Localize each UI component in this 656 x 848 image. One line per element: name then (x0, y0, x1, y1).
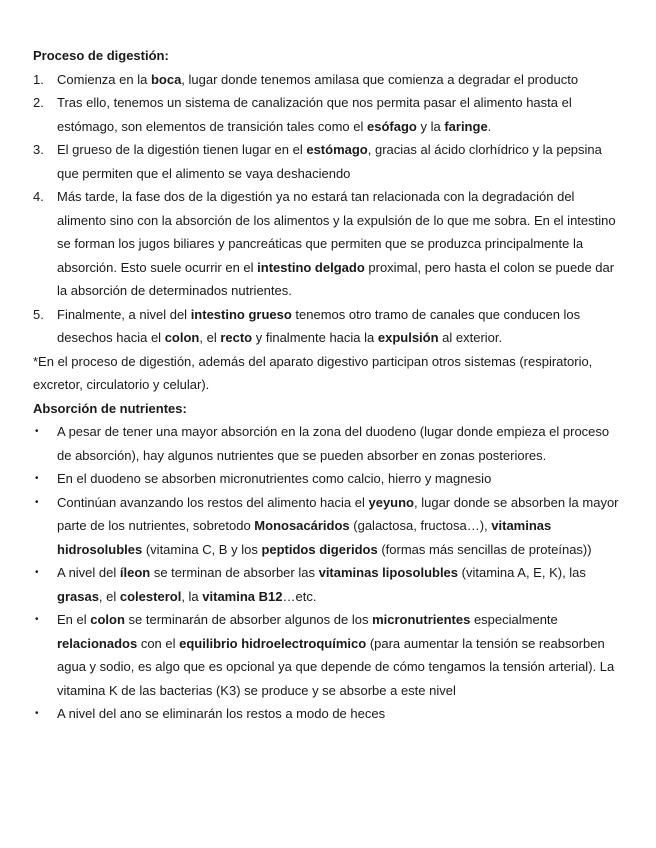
text-run: y la (416, 118, 445, 134)
text-run: al exterior. (438, 330, 503, 345)
list-item (33, 91, 623, 138)
list-number: 5. (33, 306, 44, 322)
list-item (33, 185, 623, 303)
text-run: . (487, 118, 492, 134)
list-item (33, 303, 623, 350)
text-run: , el (199, 330, 221, 345)
list-item (33, 608, 623, 702)
text-run: Tras ello, tenemos un sistema de canalización que nos permita pasar el alimento hasta el estómago, son elementos de transición tales como el (57, 95, 572, 134)
text-run: se terminarán de absorber algunos de los (124, 612, 373, 627)
bullet-marker: • (35, 708, 39, 719)
text-run: , el (98, 588, 120, 604)
text-run: proximal, pero hasta el colon se puede dar la absorción de determinados nutrientes. (57, 259, 615, 298)
list-item (33, 138, 623, 185)
text-run: El grueso de la digestión tienen lugar en el (57, 142, 307, 157)
text-run: (vitamina A, E, K), las (458, 565, 586, 580)
bold-term: intestino grueso (190, 306, 292, 322)
text-run: con el (137, 635, 180, 651)
bold-term: vitaminas hidrosolubles (57, 518, 552, 557)
bold-term: colon (90, 612, 125, 627)
bold-term: expulsión (377, 330, 439, 345)
bold-term: colon (164, 330, 200, 345)
bold-term: vitamina B12 (202, 588, 283, 604)
digestion-note: *En el proceso de digestión, además del aparato digestivo participan otros sistemas (respiratorio, excretor, circulatorio y celular). (33, 353, 593, 392)
section-heading-absorption: Absorción de nutrientes: (33, 400, 187, 416)
list-number: 1. (33, 71, 44, 87)
bold-term: intestino delgado (257, 259, 365, 275)
text-run: Finalmente, a nivel del (57, 306, 191, 322)
bullet-marker: • (35, 473, 39, 484)
bold-term: micronutrientes (372, 612, 471, 627)
text-run: En el duodeno se absorben micronutrientes como calcio, hierro y magnesio (57, 471, 492, 486)
bold-term: recto (220, 330, 253, 345)
list-item (33, 702, 623, 726)
bold-term: equilibrio hidroelectroquímico (179, 635, 367, 651)
text-run: A pesar de tener una mayor absorción en la zona del duodeno (lugar donde empieza el proceso de absorción), hay algunos nutrientes que se pueden absorber en zonas posteriores. (57, 424, 610, 463)
document-page (33, 44, 623, 726)
bold-term: faringe (444, 118, 488, 134)
bold-term: colesterol (119, 588, 182, 604)
bold-term: Monosacáridos (254, 518, 350, 533)
text-run: (vitamina C, B y los (142, 541, 262, 557)
list-item (33, 467, 623, 491)
text-run: especialmente (470, 612, 558, 627)
absorption-list (33, 420, 623, 726)
text-run: (galactosa, fructosa…), (349, 518, 492, 533)
section-heading-digestion: Proceso de digestión: (33, 48, 169, 63)
bold-term: boca (150, 71, 182, 87)
list-item (33, 420, 623, 467)
digestion-steps-list (33, 68, 623, 350)
bullet-marker: • (35, 426, 39, 437)
bold-term: yeyuno (368, 494, 414, 510)
list-item (33, 68, 623, 92)
text-run: , lugar donde tenemos amilasa que comienza a degradar el producto (181, 71, 579, 87)
bullet-marker: • (35, 567, 39, 578)
text-run: , lugar donde se absorben la mayor parte de los nutrientes, sobretodo (57, 494, 619, 533)
bullet-marker: • (35, 496, 39, 508)
bold-term: esófago (367, 118, 417, 134)
text-run: A nivel del ano se eliminarán los restos a modo de heces (57, 706, 386, 721)
text-run: (formas más sencillas de proteínas)) (377, 541, 592, 557)
text-run: tenemos otro tramo de canales que conducen los desechos hacia el (57, 306, 581, 345)
list-number: 3. (33, 142, 44, 157)
bold-term: estómago (306, 142, 368, 157)
text-run: …etc. (282, 588, 317, 604)
text-run: Continúan avanzando los restos del alimento hacia el (57, 494, 369, 510)
list-item (33, 561, 623, 608)
text-run: En el (57, 612, 91, 627)
bold-term: vitaminas liposolubles (318, 565, 459, 580)
text-run: Más tarde, la fase dos de la digestión ya no estará tan relacionada con la degradación del alimento sino con la absorción de los alimentos y la expulsión de lo que me sobra. En el intestino se forman los jugos biliares y pancreáticas que permiten que se produzca principalmente la absorción. Esto suele ocurrir en el (57, 189, 616, 275)
text-run: se terminan de absorber las (150, 565, 319, 580)
bold-term: grasas (57, 588, 99, 604)
bullet-marker: • (35, 614, 39, 625)
list-number: 4. (33, 189, 44, 204)
text-run: , la (181, 588, 203, 604)
text-run: Comienza en la (57, 71, 151, 87)
text-run: (para aumentar la tensión se reabsorben agua y sodio, es algo que es opcional ya que depende de cómo tengamos la tensión arterial). La vitamina K de las bacterias (K3) se produce y se absorbe a este nivel (57, 635, 615, 698)
list-number: 2. (33, 95, 44, 110)
list-item (33, 491, 623, 562)
bold-term: relacionados (57, 635, 138, 651)
text-run: y finalmente hacia la (252, 330, 378, 345)
bold-term: peptidos digeridos (261, 541, 378, 557)
text-run: , gracias al ácido clorhídrico y la pepsina que permiten que el alimento se vaya deshaciendo (57, 142, 602, 181)
text-run: A nivel del (57, 565, 120, 580)
bold-term: íleon (119, 565, 151, 580)
